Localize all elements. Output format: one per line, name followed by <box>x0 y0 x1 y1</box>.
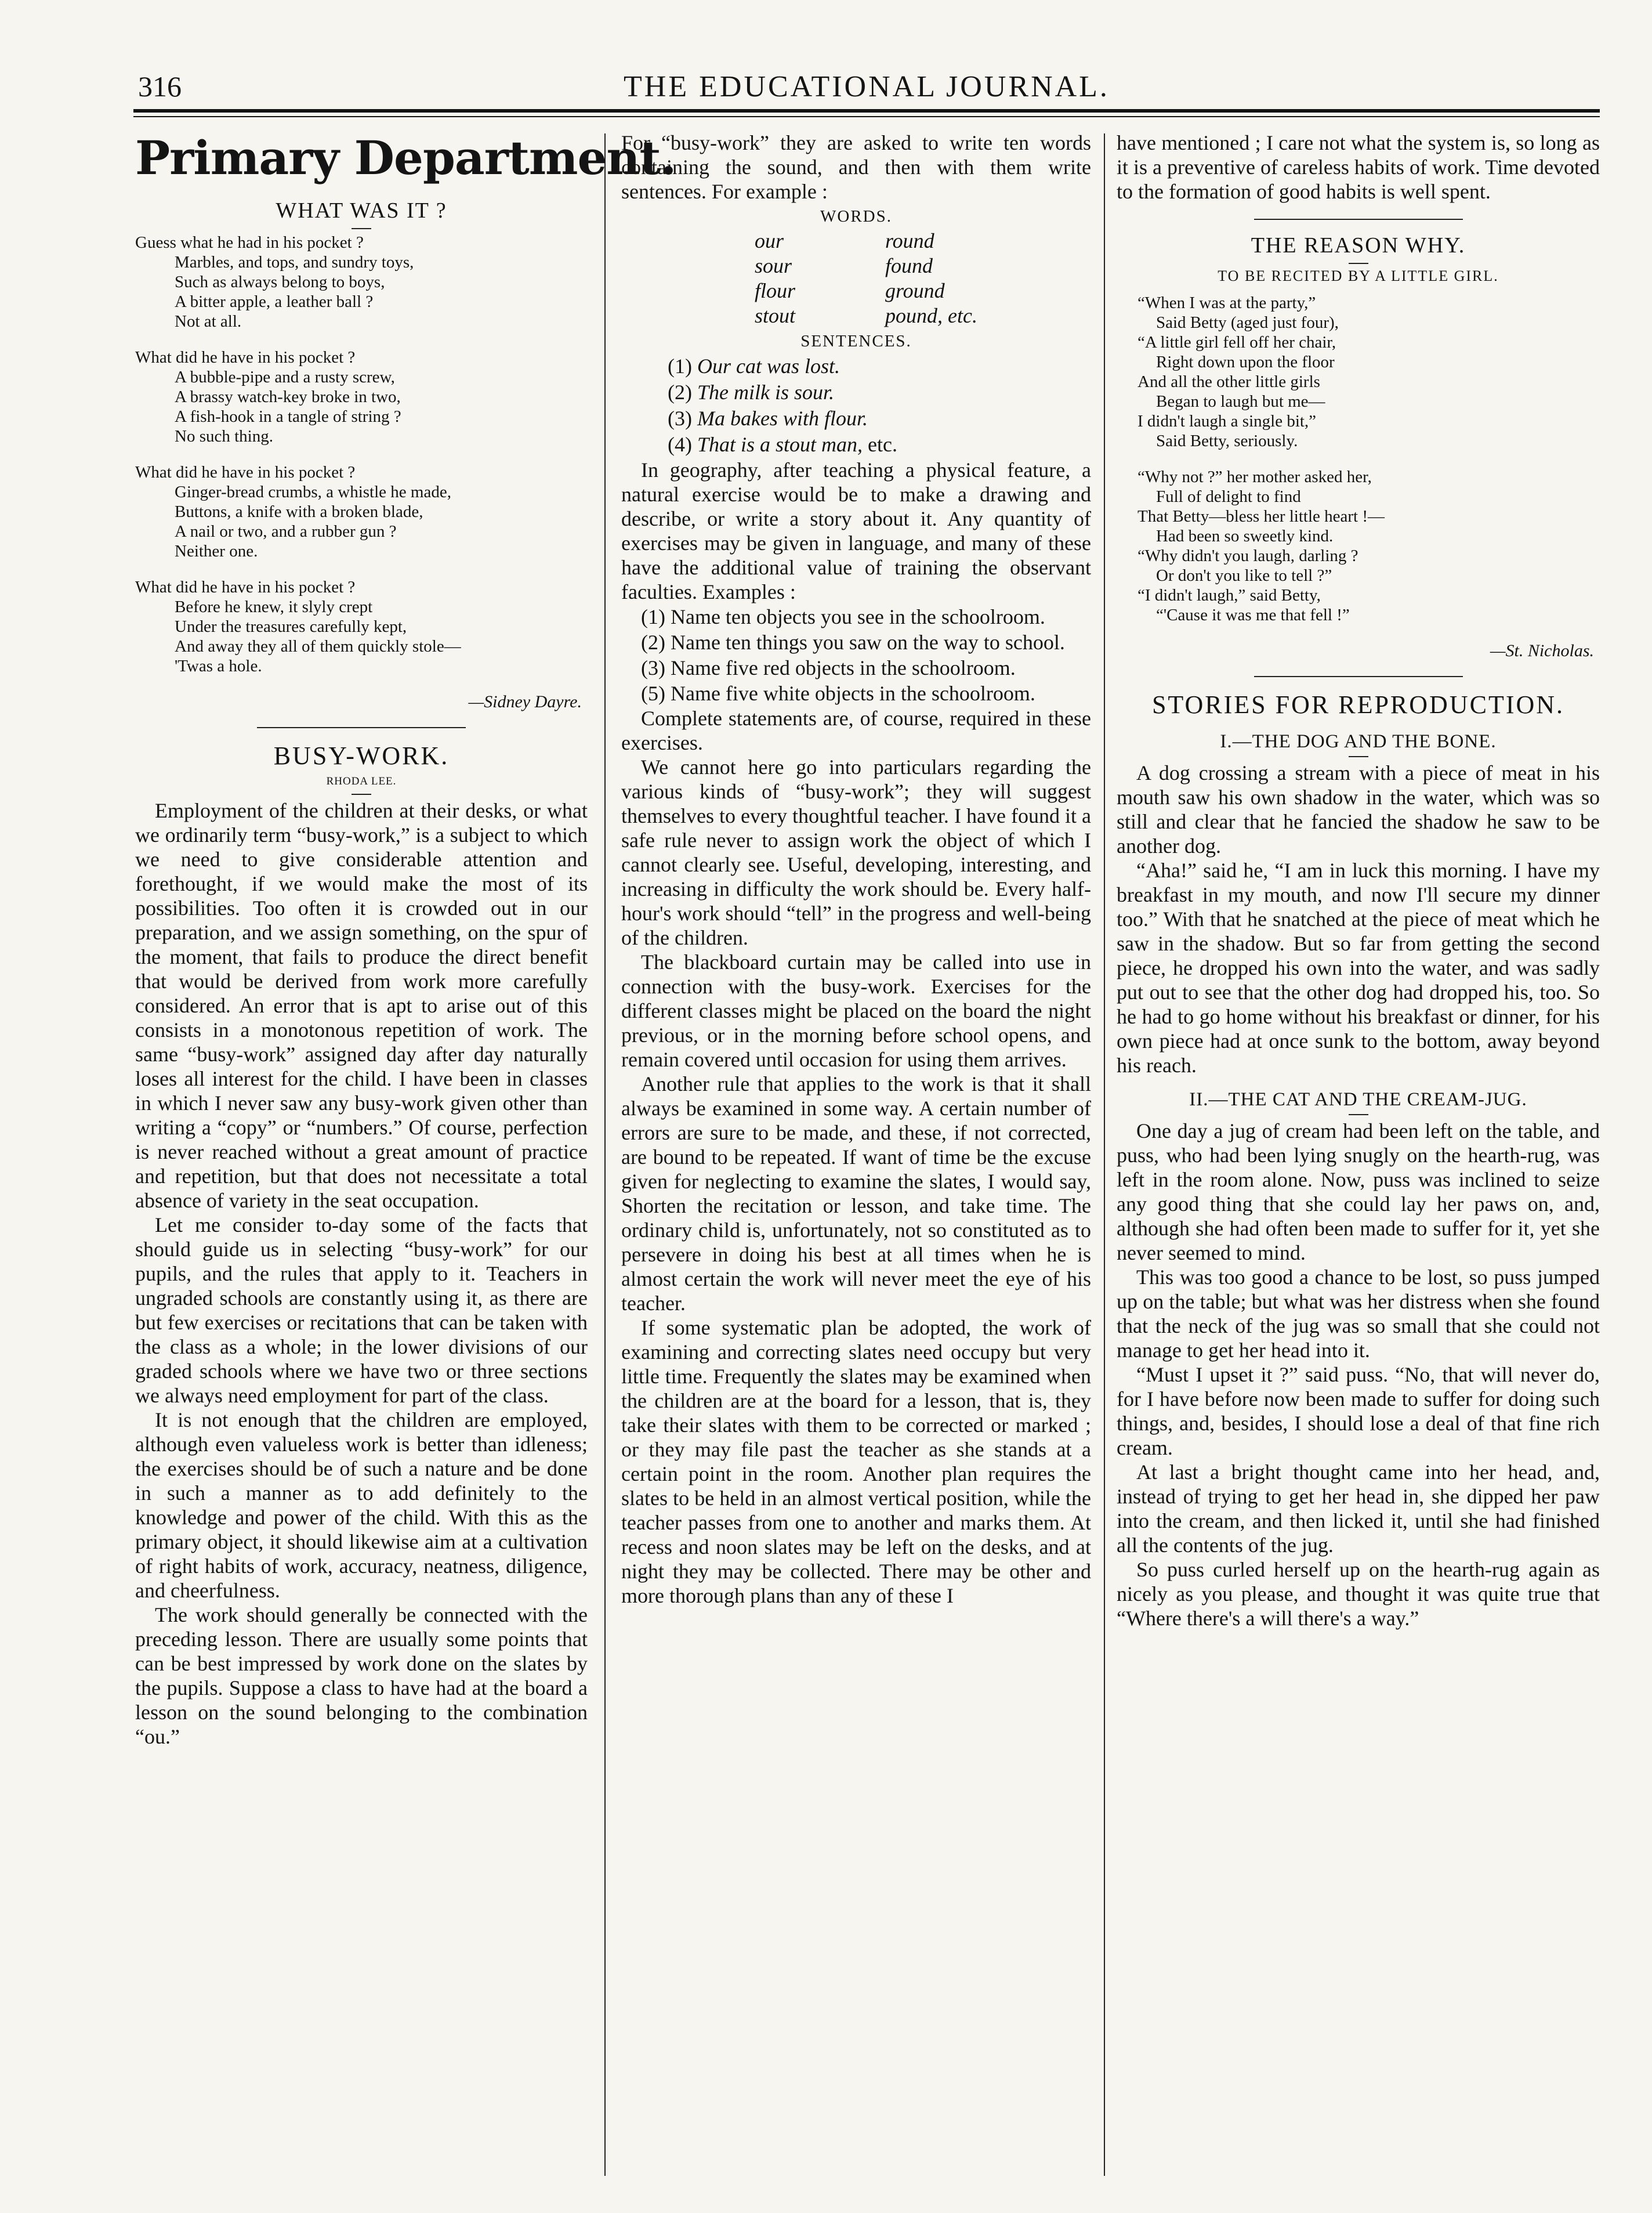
story-title: II.—THE CAT AND THE CREAM-JUG. <box>1189 1089 1527 1110</box>
sentence-number: (4) <box>668 433 697 456</box>
page-number: 316 <box>138 70 182 103</box>
sentence-number: (3) <box>668 407 697 430</box>
poem-line: “'Cause it was me that fell !” <box>1156 606 1350 624</box>
poem-line: Full of delight to find <box>1156 487 1301 506</box>
sentences-heading: SENTENCES. <box>800 332 912 350</box>
paragraph: Complete statements are, of course, required in these exercises. <box>621 707 1091 754</box>
poem-stanza <box>135 462 588 561</box>
header-rule <box>133 109 1600 113</box>
sentences-list <box>621 353 1091 458</box>
column-2 <box>621 131 1091 2185</box>
poem-line: “I didn't laugh,” said Betty, <box>1137 586 1321 605</box>
example-item: (2) Name ten things you saw on the way to school. <box>641 631 1065 654</box>
poem-stanza <box>135 233 588 331</box>
poem-line: A bitter apple, a leather ball ? <box>175 292 374 311</box>
section-rule <box>257 727 466 728</box>
story-body <box>1117 761 1600 1077</box>
paragraph: At last a bright thought came into her head, and, instead of trying to get her head in, she dipped her paw into the cream, and then licked it, until she had finished all the contents of the jug. <box>1117 1460 1600 1557</box>
poem-line: Said Betty (aged just four), <box>1156 313 1339 332</box>
header-rule-thin <box>133 116 1600 117</box>
poem-line: A brassy watch-key broke in two, <box>175 388 401 406</box>
poem-line: What did he have in his pocket ? <box>135 578 356 596</box>
word: our <box>755 229 784 252</box>
story-title: I.—THE DOG AND THE BONE. <box>1220 731 1497 752</box>
poem-line: What did he have in his pocket ? <box>135 348 356 367</box>
sentence <box>668 379 1091 406</box>
paragraph: A dog crossing a stream with a piece of meat in his mouth saw his own shadow in the water, which was so still and clear that he fancied the shadow he saw to be another dog. <box>1117 761 1600 858</box>
paragraph: Employment of the children at their desks, or what we ordinarily term “busy-work,” is a subject to which we need to give considerable attention and forethought, if we would make the most of its possibilities. Too often it is crowded out in our preparation, and we assign something, on the spur of the moment, that fails to produce the direct benefit that would be derived from work more carefully considered. An error that is apt to arise out of this consists in a monotonous repetition of work. The same “busy-work” assigned day after day naturally loses all interest for the child. I have been in classes in which I never saw any busy-work given other than writing a “copy” or “numbers.” Of course, perfection is never reached without a great amount of practice and repetition, but that does not necessitate a total absence of variety in the seat occupation. <box>135 799 588 1212</box>
sentence-tail: etc. <box>863 433 897 456</box>
poem-line: Had been so sweetly kind. <box>1156 527 1334 545</box>
word: flour <box>755 279 796 302</box>
column-1 <box>135 131 676 2185</box>
paragraph: “Aha!” said he, “I am in luck this morning. I have my breakfast in my mouth, and now I'll secure my dinner too.” With that he snatched at the piece of meat which he saw in the shadow. But so far from getting the second piece, he dropped his own into the water, and was sadly put out to see that the other dog had dropped his, too. So he had to go home without his breakfast or dinner, for his own piece had at once sunk to the bottom, away beyond his reach. <box>1117 859 1600 1077</box>
poem-line: I didn't laugh a single bit,” <box>1137 412 1317 431</box>
paragraph: The blackboard curtain may be called into use in connection with the busy-work. Exercises for the different classes might be placed on the board the night previous, or in the morning before school opens, and remain covered until occasion for using them arrives. <box>621 950 1091 1071</box>
sentence <box>668 432 1091 458</box>
poem-line: Buttons, a knife with a broken blade, <box>175 502 423 521</box>
section-rule <box>1254 676 1463 677</box>
poem-subtitle: TO BE RECITED BY A LITTLE GIRL. <box>1218 267 1499 284</box>
poem-credit: —Sidney Dayre. <box>468 692 582 711</box>
poem-stanza <box>1117 467 1600 625</box>
poem-line: “Why not ?” her mother asked her, <box>1137 468 1372 486</box>
sentence-text: Ma bakes with flour. <box>697 407 868 430</box>
poem-credit: —St. Nicholas. <box>1490 641 1594 660</box>
paragraph: This was too good a chance to be lost, so puss jumped up on the table; but what was her distress when she found that the neck of the jug was so small that she could not manage to get her head into it. <box>1117 1265 1600 1362</box>
paragraph: The work should generally be connected with the preceding lesson. There are usually some points that can be best impressed by work done on the slates by the pupils. Suppose a class to have had at the board a lesson on the sound belonging to the combination “ou.” <box>135 1603 588 1748</box>
poem-line: “A little girl fell off her chair, <box>1137 333 1336 352</box>
title-dash <box>352 228 371 229</box>
article-body <box>135 798 588 1749</box>
paragraph: So puss curled herself up on the hearth-rug again as nicely as you please, and thought it was quite true that “Where there's a will there's a way.” <box>1117 1558 1600 1630</box>
words-row <box>621 229 1091 254</box>
word: sour <box>755 254 792 277</box>
word: round <box>885 229 934 252</box>
paragraph: Let me consider to-day some of the facts that should guide us in selecting “busy-work” for our pupils, and the rules that apply to it. Teachers in ungraded schools are constantly using it, as there are but few exercises or recitations that can be taken with the class as a whole; in the lower divisions of our graded schools where we have two or three sections we always need employment for part of the class. <box>135 1213 588 1407</box>
word: stout <box>755 304 796 327</box>
poem-line: Began to laugh but me— <box>1156 392 1325 411</box>
words-row <box>621 254 1091 279</box>
example-item: (3) Name five red objects in the schoolroom. <box>641 656 1016 679</box>
poem-line: Or don't you like to tell ?” <box>1156 566 1332 585</box>
poem-line: What did he have in his pocket ? <box>135 463 356 482</box>
paragraph: In geography, after teaching a physical feature, a natural exercise would be to make a drawing and describe, or write a story about it. Any quantity of exercises may be given in language, and many of these have the additional value of training the observant faculties. Examples : <box>621 458 1091 603</box>
paragraph: We cannot here go into particulars regarding the various kinds of “busy-work”; they will suggest themselves to every thoughtful teacher. I have found it a safe rule never to assign work the object of which I cannot clearly see. Useful, developing, interesting, and increasing in difficulty the work should be. Every half-hour's work should “tell” in the progress and well-being of the children. <box>621 755 1091 949</box>
poem-line: A fish-hook in a tangle of string ? <box>175 407 401 426</box>
poem-stanza <box>135 577 588 676</box>
article-author: RHODA LEE. <box>326 775 397 787</box>
title-dash <box>1349 756 1368 757</box>
poem-line: That Betty—bless her little heart !— <box>1137 507 1385 526</box>
poem-line: Such as always belong to boys, <box>175 273 385 291</box>
poem-line: No such thing. <box>175 427 273 446</box>
words-row <box>621 279 1091 303</box>
poem-what-was-it <box>135 233 588 676</box>
paragraph: One day a jug of cream had been left on the table, and puss, who had been lying snugly on the hearth-rug, was left in the room alone. Now, puss was inclined to seize any good thing that she could lay her paws on, and, although she had often been made to suffer for it, yet she never seemed to mind. <box>1117 1119 1600 1264</box>
poem-line: Right down upon the floor <box>1156 353 1335 371</box>
poem-title: WHAT WAS IT ? <box>276 198 447 223</box>
example-item: (5) Name five white objects in the schoolroom. <box>641 682 1035 705</box>
paragraph: Another rule that applies to the work is that it shall always be examined in some way. A certain number of errors are sure to be made, and these, if not corrected, are bound to be repeated. If want of time be the excuse given for neglecting to examine the slates, I would say, Shorten the recitation or lesson, and take time. The ordinary child is, unfortunately, not so constituted as to persevere in doing his best at all times when he is almost certain the work will never meet the eye of his teacher. <box>621 1072 1091 1315</box>
poem-line: Marbles, and tops, and sundry toys, <box>175 253 414 272</box>
paragraph: “Must I upset it ?” said puss. “No, that will never do, for I have before now been made to suffer for doing such things, and, besides, I should lose a deal of that fine rich cream. <box>1117 1363 1600 1459</box>
journal-title: THE EDUCATIONAL JOURNAL. <box>624 70 1110 103</box>
article-body-continued <box>621 706 1091 1608</box>
sentence <box>668 353 1091 379</box>
words-row <box>621 303 1091 328</box>
poem-line: Guess what he had in his pocket ? <box>135 233 364 252</box>
sentence-text: Our cat was lost. <box>697 355 841 378</box>
word: pound, etc. <box>885 304 977 327</box>
paragraph: If some systematic plan be adopted, the work of examining and correcting slates need occupy but very little time. Frequently the slates may be examined when the children are at the board for a lesson, that is, they take their slates with them to be corrected or marked ; or they may file past the teacher as she stands at a certain point in the room. Another plan requires the slates to be held in an almost vertical position, while the teacher passes from one to another and marks them. At recess and noon slates may be left on the desks, and at night they may be collected. There may be other and more thorough plans than any of these I <box>621 1316 1091 1607</box>
poem-line: And away they all of them quickly stole— <box>175 637 461 656</box>
section-rule <box>1254 219 1463 220</box>
poem-line: “When I was at the party,” <box>1137 294 1316 312</box>
word: found <box>885 254 933 277</box>
poem-line: Before he knew, it slyly crept <box>175 598 373 616</box>
sentence <box>668 406 1091 432</box>
examples-list <box>621 604 1091 706</box>
column-separator <box>604 133 606 2176</box>
poem-line: Under the treasures carefully kept, <box>175 617 407 636</box>
poem-line: Said Betty, seriously. <box>1156 432 1298 450</box>
words-heading: WORDS. <box>820 207 892 226</box>
paragraph: It is not enough that the children are employed, although even valueless work is better than idleness; the exercises should be of such a nature and be done in such a manner as to add definitely to the knowledge and power of the child. With this as the primary object, it should likewise aim at a cultivation of right habits of work, accuracy, neatness, diligence, and cheerfulness. <box>135 1408 588 1602</box>
column-3 <box>1117 131 1600 2185</box>
sentence-number: (2) <box>668 381 697 404</box>
poem-line: A bubble-pipe and a rusty screw, <box>175 368 395 386</box>
poem-line: “Why didn't you laugh, darling ? <box>1137 547 1358 565</box>
poem-title: THE REASON WHY. <box>1251 233 1466 258</box>
poem-stanza <box>1117 293 1600 451</box>
poem-line: A nail or two, and a rubber gun ? <box>175 522 397 541</box>
sentence-number: (1) <box>668 355 697 378</box>
example-item: (1) Name ten objects you see in the schoolroom. <box>641 605 1045 628</box>
word: ground <box>885 279 945 302</box>
poem-stanza <box>135 348 588 446</box>
poem-line: Not at all. <box>175 312 242 331</box>
poem-line: And all the other little girls <box>1137 373 1320 391</box>
title-dash <box>352 794 371 795</box>
story-body <box>1117 1119 1600 1630</box>
poem-line: 'Twas a hole. <box>175 657 262 675</box>
title-dash <box>1349 263 1368 264</box>
column-separator <box>1104 133 1105 2176</box>
sentence-text: That is a stout man, <box>697 433 863 456</box>
sentence-text: The milk is sour. <box>697 381 835 404</box>
article-title: BUSY-WORK. <box>273 742 450 770</box>
section-title: STORIES FOR REPRODUCTION. <box>1151 690 1565 719</box>
poem-line: Ginger-bread crumbs, a whistle he made, <box>175 483 451 501</box>
poem-line: Neither one. <box>175 542 258 561</box>
department-heading: Primary Department. <box>135 131 676 185</box>
paragraph: have mentioned ; I care not what the system is, so long as it is a preventive of careless habits of work. Time devoted to the formation of good habits is well spent. <box>1117 131 1600 203</box>
poem-reason-why <box>1117 293 1600 625</box>
title-dash <box>1349 1114 1368 1115</box>
words-list <box>621 229 1091 328</box>
paragraph: For “busy-work” they are asked to write ten words containing the sound, and then with them write sentences. For example : <box>621 131 1091 203</box>
